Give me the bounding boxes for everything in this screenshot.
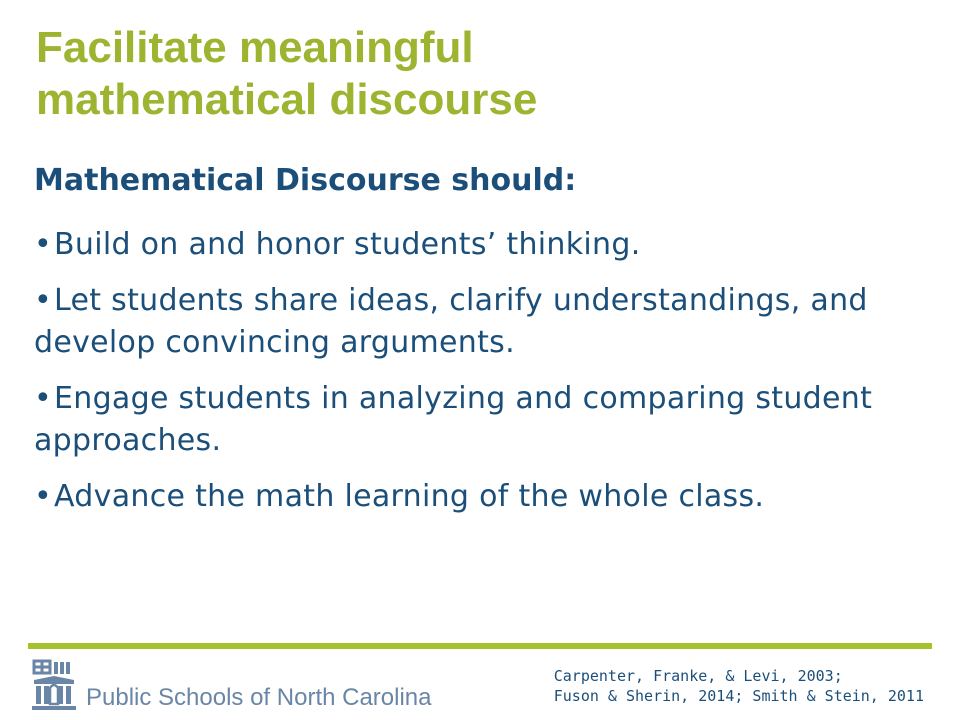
bullet-text: Advance the math learning of the whole class.	[54, 479, 765, 514]
logo-text: Public Schools of North Carolina	[86, 684, 432, 711]
footer-divider	[28, 643, 932, 649]
bullet-text: Build on and honor students’ thinking.	[54, 227, 641, 262]
bullet-item	[34, 224, 934, 266]
body-subtitle: Mathematical Discourse should:	[34, 163, 577, 198]
bullet-item	[34, 476, 934, 518]
bullet-marker: •	[34, 227, 52, 262]
organization-logo	[30, 658, 432, 714]
title-line-1: Facilitate meaningful	[36, 23, 474, 72]
nc-dpi-building-logo-icon	[30, 658, 78, 712]
bullet-text: Let students share ideas, clarify understandings, and develop convincing arguments.	[34, 283, 868, 360]
slide-body	[34, 160, 934, 532]
bullet-marker: •	[34, 283, 52, 318]
bullet-list	[34, 224, 934, 518]
citation-line-1: Carpenter, Franke, & Levi, 2003;	[553, 667, 843, 685]
citation	[554, 666, 924, 706]
bullet-marker: •	[34, 479, 52, 514]
title-line-2: mathematical discourse	[36, 75, 538, 124]
bullet-item	[34, 378, 934, 462]
slide-title	[36, 22, 916, 126]
bullet-text: Engage students in analyzing and comparing student approaches.	[34, 381, 873, 458]
bullet-item	[34, 280, 934, 364]
bullet-marker: •	[34, 381, 52, 416]
citation-line-2: Fuson & Sherin, 2014; Smith & Stein, 2011	[553, 687, 924, 705]
